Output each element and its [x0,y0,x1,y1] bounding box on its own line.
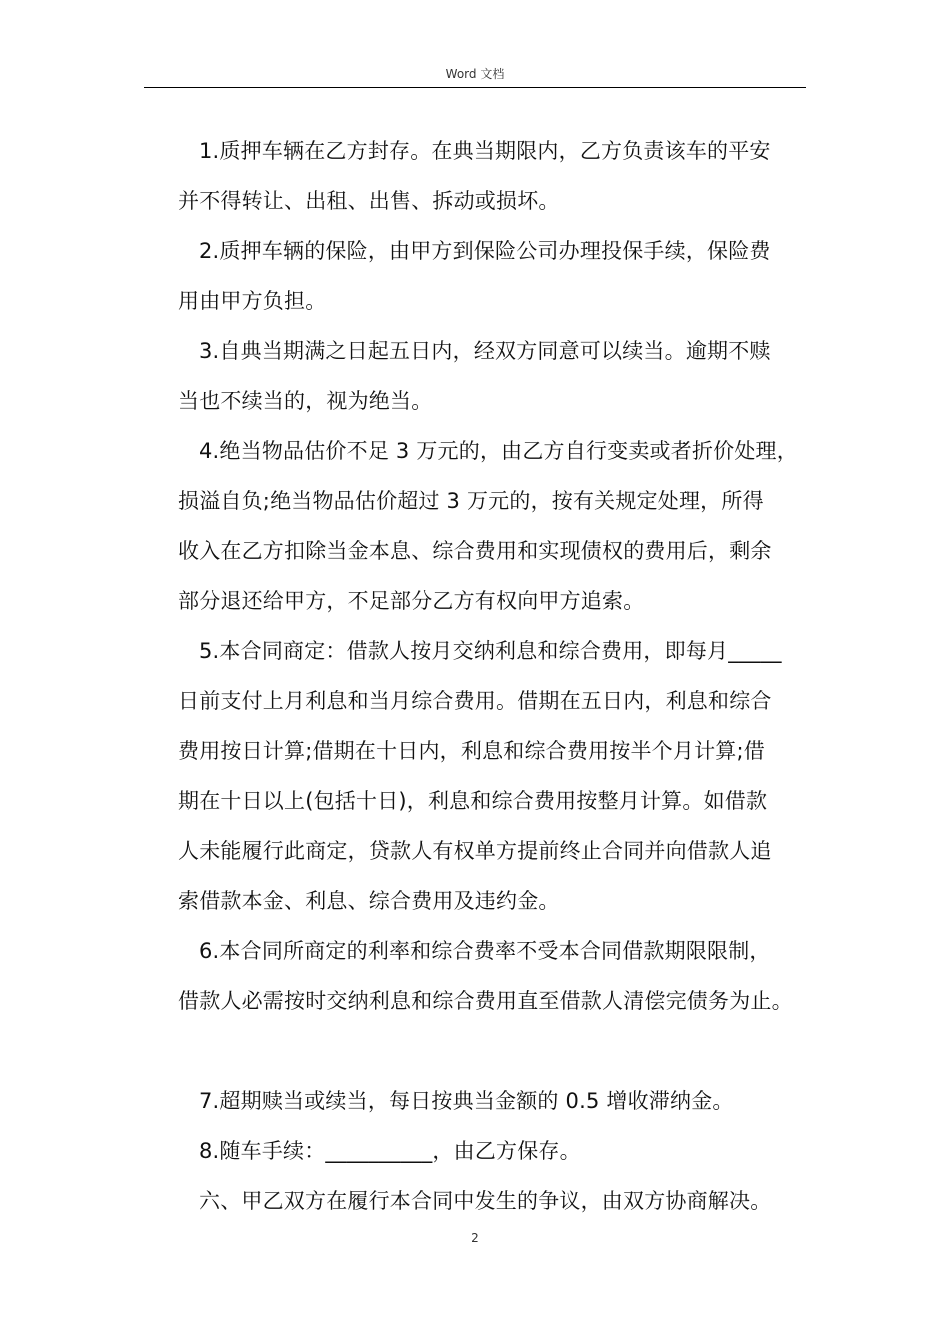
text-line: 期在十日以上(包括十日)，利息和综合费用按整月计算。如借款 [178,789,768,813]
page-header: Word 文档 [445,67,505,81]
text-line: 收入在乙方扣除当金本息、综合费用和实现债权的费用后，剩余 [178,539,772,563]
text-line: 索借款本金、利息、综合费用及违约金。 [178,889,560,913]
text-line: 1.质押车辆在乙方封存。在典当期限内，乙方负责该车的平安 [199,139,771,163]
text-line: 5.本合同商定：借款人按月交纳利息和综合费用，即每月_____ [199,639,782,663]
text-line: 2.质押车辆的保险，由甲方到保险公司办理投保手续，保险费 [199,239,771,263]
text-line: 4.绝当物品估价不足 3 万元的，由乙方自行变卖或者折价处理， [199,439,798,463]
text-line: 损溢自负;绝当物品估价超过 3 万元的，按有关规定处理，所得 [178,489,764,513]
text-line: 日前支付上月利息和当月综合费用。借期在五日内，利息和综合 [178,689,772,713]
text-line: 7.超期赎当或续当，每日按典当金额的 0.5 增收滞纳金。 [199,1089,734,1113]
text-line: 3.自典当期满之日起五日内，经双方同意可以续当。逾期不赎 [199,339,771,363]
text-line: 六、甲乙双方在履行本合同中发生的争议，由双方协商解决。 [199,1189,772,1213]
text-line: 并不得转让、出租、出售、拆动或损坏。 [178,189,560,213]
text-line: 部分退还给甲方，不足部分乙方有权向甲方追索。 [178,589,645,613]
text-line: 费用按日计算;借期在十日内，利息和综合费用按半个月计算;借 [178,739,765,763]
text-line: 8.随车手续：__________，由乙方保存。 [199,1139,581,1163]
text-line: 6.本合同所商定的利率和综合费率不受本合同借款期限限制， [199,939,771,963]
page-number: 2 [471,1231,479,1245]
document-body [178,126,818,1226]
header-divider [144,87,806,88]
text-line: 用由甲方负担。 [178,289,327,313]
text-line: 人未能履行此商定，贷款人有权单方提前终止合同并向借款人追 [178,839,772,863]
text-line: 当也不续当的，视为绝当。 [178,389,433,413]
text-line: 借款人必需按时交纳利息和综合费用直至借款人清偿完债务为止。 [178,989,793,1013]
